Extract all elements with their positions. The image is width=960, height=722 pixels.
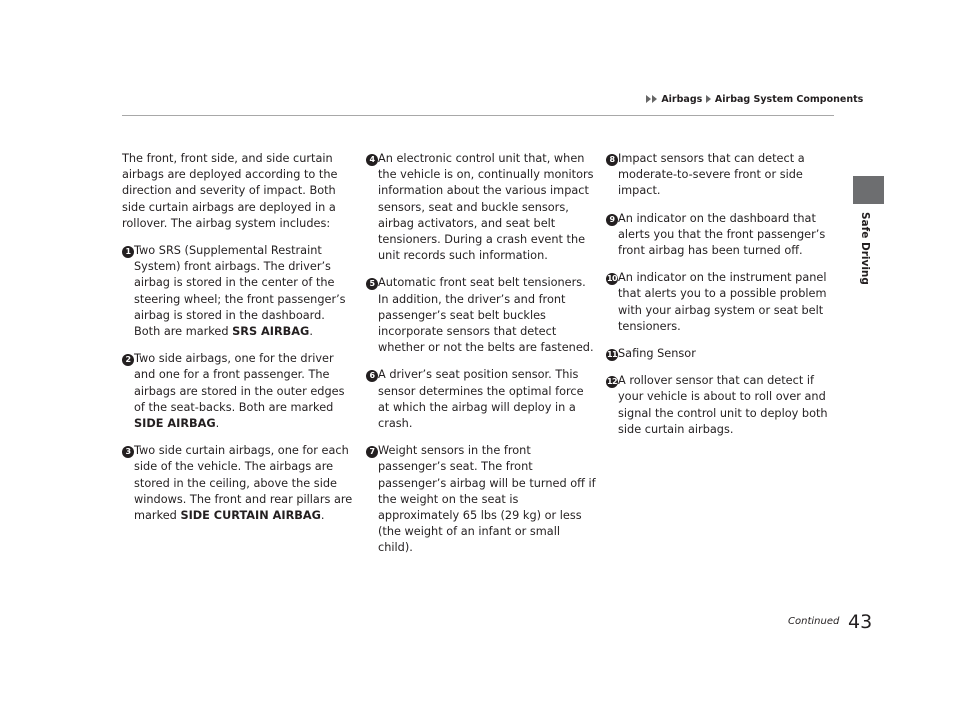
- continued-label: Continued: [788, 616, 840, 627]
- item-text: Two side airbags, one for the driver and one for a front passenger. The airbags are stored in the outer edges of the seat-backs. Both are marked: [134, 352, 345, 414]
- list-item: [366, 443, 598, 556]
- item-number-badge: 1: [122, 246, 134, 258]
- item-number-badge: 4: [366, 154, 378, 166]
- list-item: [606, 151, 838, 200]
- breadcrumb-item[interactable]: Airbags: [661, 94, 703, 105]
- list-item: [366, 275, 598, 356]
- item-text: Safing Sensor: [618, 347, 696, 361]
- list-item: [122, 351, 354, 432]
- item-number-badge: 9: [606, 214, 618, 226]
- list-item: [606, 373, 838, 438]
- breadcrumb: [646, 94, 863, 105]
- item-text-after: .: [320, 509, 325, 523]
- item-text: An indicator on the instrument panel that alerts you to a possible problem with your airbag system or seat belt tensioners.: [618, 271, 827, 333]
- item-number-badge: 12: [607, 377, 617, 387]
- header-rule: [122, 115, 834, 116]
- item-number-badge: 2: [122, 354, 134, 366]
- item-text: Automatic front seat belt tensioners. In addition, the driver’s and front passenger’s seat belt buckles incorporate sensors that detect whether or not the belts are fastened.: [378, 276, 594, 355]
- item-number-badge: 7: [366, 446, 378, 458]
- item-bold-label: SRS AIRBAG: [232, 325, 310, 339]
- item-text: A driver’s seat position sensor. This sensor determines the optimal force at which the airbag will deploy in a crash.: [378, 368, 584, 431]
- item-text: An indicator on the dashboard that alerts you that the front passenger’s front airbag has been turned off.: [618, 211, 826, 258]
- item-text: A rollover sensor that can detect if your vehicle is about to roll over and signal the control unit to deploy both side curtain airbags.: [618, 374, 828, 436]
- item-number-badge: 5: [366, 278, 378, 290]
- list-item: [606, 211, 838, 260]
- breadcrumb-item[interactable]: Airbag System Components: [714, 94, 864, 105]
- list-item: [366, 367, 598, 432]
- section-label: Safe Driving: [859, 212, 871, 285]
- list-item: [606, 270, 838, 335]
- item-number-badge: 3: [122, 446, 134, 458]
- item-text: Two side curtain airbags, one for each side of the vehicle. The airbags are stored in the ceiling, above the side windows. The front and rear pillars are marked: [134, 444, 353, 523]
- breadcrumb-arrow-icon: [646, 95, 651, 103]
- item-text: Two SRS (Supplemental Restraint System) front airbags. The driver’s airbag is stored in the center of the steering wheel; the front passenger’s airbag is stored in the dashboard. Both are marked: [134, 244, 346, 339]
- item-text-after: .: [215, 417, 220, 431]
- list-item: [122, 243, 354, 340]
- item-number-badge: 8: [606, 154, 618, 166]
- item-text: An electronic control unit that, when the vehicle is on, continually monitors information about the various impact sensors, seat and buckle sensors, airbag activators, and seat belt tensioners. During a crash event the unit records such information.: [378, 152, 594, 263]
- item-text: Impact sensors that can detect a moderate-to-severe front or side impact.: [618, 152, 805, 198]
- item-number-badge: 11: [607, 350, 617, 360]
- item-text: Weight sensors in the front passenger’s seat. The front passenger’s airbag will be turned off if the weight on the seat is approximately 65 lbs (29 kg) or less (the weight of an infant or small child).: [378, 444, 596, 555]
- page-number: 43: [848, 611, 873, 633]
- column-2: [366, 151, 598, 568]
- column-3: [606, 151, 838, 449]
- intro-paragraph: The front, front side, and side curtain airbags are deployed according to the direction and severity of impact. Both side curtain airbags are deployed in a rollover. The airbag system includes:: [122, 152, 338, 230]
- list-item: [122, 443, 354, 524]
- section-tab: [853, 176, 884, 204]
- breadcrumb-arrow-icon: [706, 95, 711, 103]
- list-item: [366, 151, 598, 264]
- list-item: [606, 346, 838, 362]
- item-number-badge: 10: [607, 274, 617, 284]
- item-bold-label: SIDE CURTAIN AIRBAG: [180, 509, 321, 523]
- item-number-badge: 6: [366, 370, 378, 382]
- item-bold-label: SIDE AIRBAG: [134, 417, 216, 431]
- column-1: [122, 151, 354, 535]
- item-text-after: .: [309, 325, 313, 339]
- breadcrumb-arrow-icon: [652, 95, 657, 103]
